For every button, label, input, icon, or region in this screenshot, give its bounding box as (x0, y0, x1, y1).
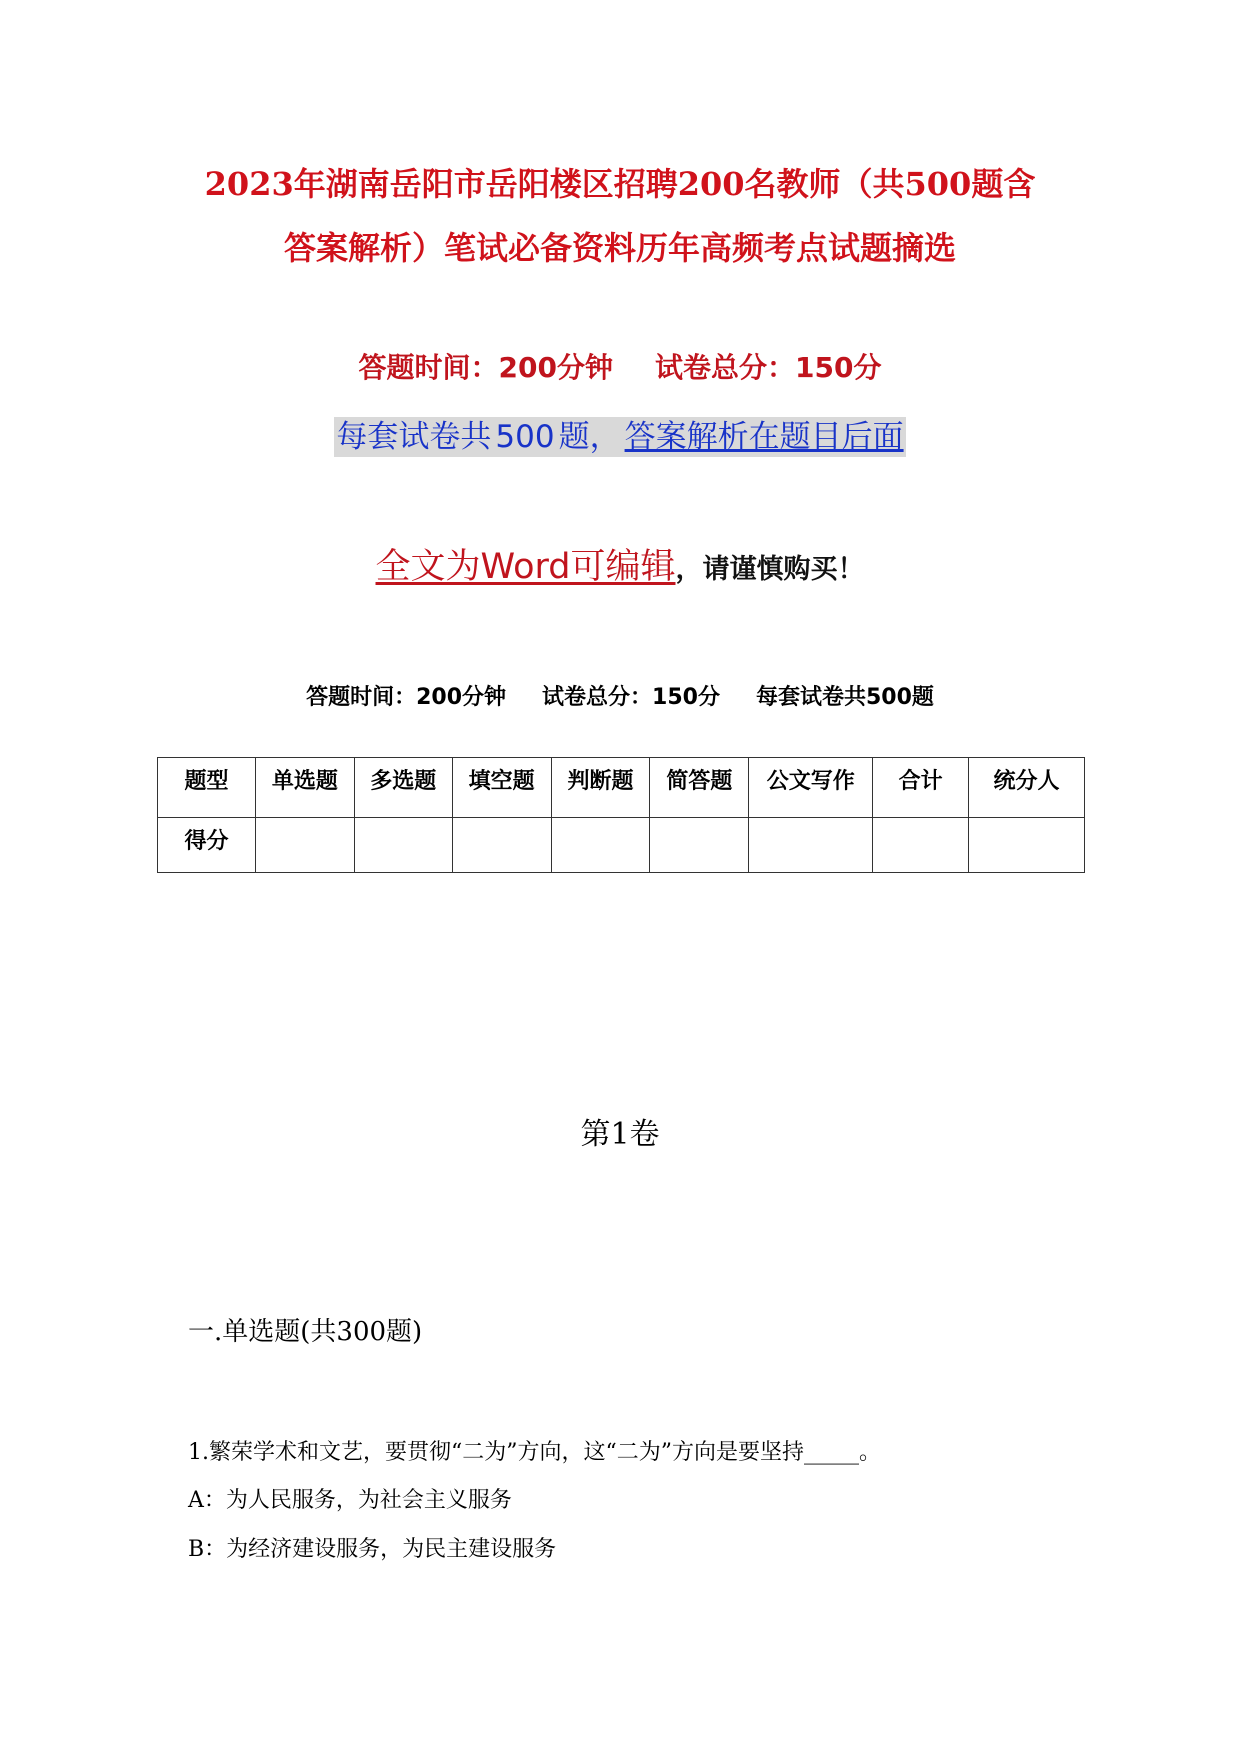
document-title-line-2: 答案解析）笔试必备资料历年高频考点试题摘选 (283, 229, 956, 267)
header-cell: 公文写作 (749, 758, 873, 818)
purchase-warning: ，请谨慎购买！ (675, 554, 865, 585)
volume-title: 第1卷 (580, 1117, 660, 1152)
score-cell (255, 818, 354, 873)
header-cell: 简答题 (650, 758, 749, 818)
header-cell: 单选题 (255, 758, 354, 818)
summary-time: 答题时间：200分钟 (306, 685, 507, 710)
score-cell (452, 818, 551, 873)
score-cell (650, 818, 749, 873)
exam-summary (0, 682, 1240, 714)
word-editable-notice (0, 542, 1240, 598)
score-cell (551, 818, 650, 873)
exam-meta-red (0, 348, 1240, 388)
notice-text-1: 每套试卷共 (336, 419, 492, 455)
word-editable-link[interactable]: 全文为Word可编辑 (375, 547, 676, 587)
header-cell: 判断题 (551, 758, 650, 818)
score-table-row (158, 818, 1085, 873)
score-cell (354, 818, 452, 873)
summary-score: 试卷总分：150分 (542, 685, 720, 710)
document-title-line-1: 2023年湖南岳阳市岳阳楼区招聘200名教师（共500题含 (204, 165, 1036, 203)
exam-total-score: 试卷总分：150分 (655, 351, 882, 384)
option-a: A：为人民服务，为社会主义服务 (188, 1488, 512, 1513)
exam-time: 答题时间：200分钟 (358, 351, 613, 384)
option-b: B：为经济建设服务，为民主建设服务 (188, 1537, 557, 1562)
header-cell: 多选题 (354, 758, 452, 818)
notice-count: 500 (495, 419, 555, 455)
answer-analysis-link[interactable]: 答案解析在题目后面 (624, 419, 904, 455)
row-label-cell: 得分 (158, 818, 256, 873)
header-cell: 合计 (873, 758, 969, 818)
score-cell (873, 818, 969, 873)
question-stem: 1.繁荣学术和文艺，要贯彻“二为”方向，这“二为”方向是要坚持_____。 (188, 1440, 881, 1465)
summary-count: 每套试卷共500题 (755, 685, 934, 710)
score-table (157, 757, 1085, 873)
score-cell (969, 818, 1085, 873)
answer-notice (0, 414, 1240, 460)
score-cell (749, 818, 873, 873)
header-cell: 统分人 (969, 758, 1085, 818)
header-cell: 题型 (158, 758, 256, 818)
header-cell: 填空题 (452, 758, 551, 818)
section-title: 一.单选题(共300题) (188, 1317, 423, 1347)
score-table-header-row (158, 758, 1085, 818)
notice-text-2: 题， (558, 419, 621, 455)
